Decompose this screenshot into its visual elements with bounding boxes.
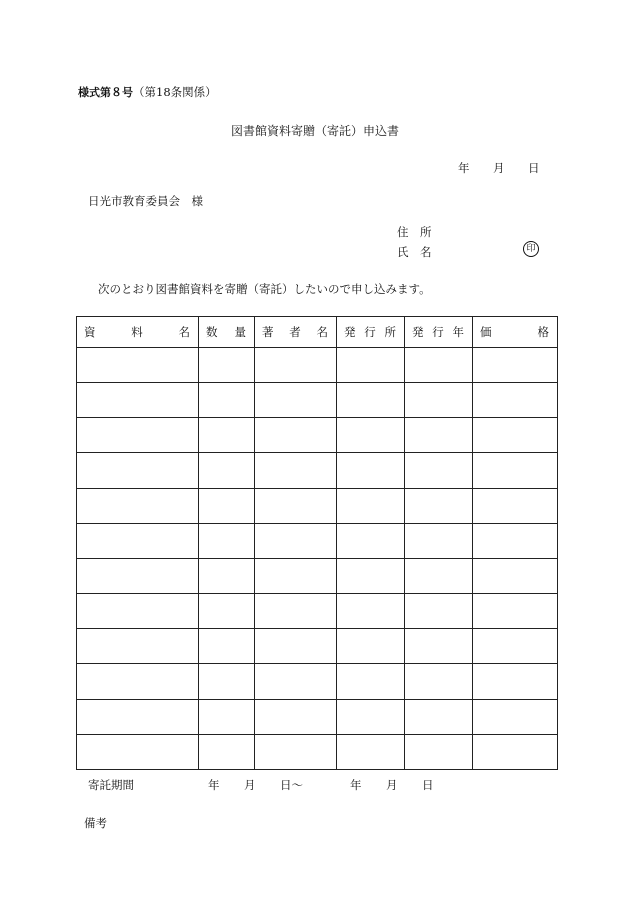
table-cell[interactable]: [77, 418, 199, 453]
table-row: [77, 383, 558, 418]
consignment-start-year: 年: [208, 778, 220, 792]
table-cell[interactable]: [473, 594, 558, 629]
table-row: [77, 699, 558, 734]
table-cell[interactable]: [337, 664, 405, 699]
table-cell[interactable]: [405, 699, 473, 734]
table-row: [77, 523, 558, 558]
column-header-char: 者: [289, 325, 301, 339]
table-cell[interactable]: [405, 453, 473, 488]
table-cell[interactable]: [405, 383, 473, 418]
column-header: [199, 317, 255, 348]
table-cell[interactable]: [77, 664, 199, 699]
form-number-reference: （第18条関係）: [133, 85, 217, 99]
table-cell[interactable]: [199, 699, 255, 734]
table-cell[interactable]: [473, 629, 558, 664]
column-header-char: 発: [412, 325, 424, 339]
table-cell[interactable]: [77, 558, 199, 593]
table-cell[interactable]: [77, 734, 199, 769]
table-cell[interactable]: [405, 734, 473, 769]
table-cell[interactable]: [77, 453, 199, 488]
table-cell[interactable]: [337, 383, 405, 418]
table-cell[interactable]: [255, 734, 337, 769]
table-cell[interactable]: [77, 629, 199, 664]
column-header-label: [473, 324, 557, 340]
table-cell[interactable]: [77, 383, 199, 418]
table-cell[interactable]: [405, 558, 473, 593]
consignment-start-day: 日～: [280, 778, 303, 792]
table-cell[interactable]: [473, 699, 558, 734]
column-header-char: 資: [84, 325, 96, 339]
table-row: [77, 594, 558, 629]
intro-text: 次のとおり図書館資料を寄贈（寄託）したいので申し込みます。: [98, 282, 431, 296]
column-header-char: 名: [178, 325, 190, 339]
table-cell[interactable]: [473, 523, 558, 558]
table-cell[interactable]: [77, 488, 199, 523]
materials-table: [76, 316, 558, 770]
table-cell[interactable]: [199, 629, 255, 664]
consignment-label: 寄託期間: [88, 778, 134, 792]
table-row: [77, 348, 558, 383]
table-cell[interactable]: [337, 699, 405, 734]
date-year-label: 年: [458, 161, 470, 175]
table-cell[interactable]: [77, 348, 199, 383]
table-cell[interactable]: [77, 594, 199, 629]
consignment-end-month: 月: [386, 778, 398, 792]
applicant-address-label: 住 所: [397, 225, 432, 239]
table-cell[interactable]: [255, 664, 337, 699]
table-row: [77, 664, 558, 699]
remarks-label: 備考: [84, 816, 107, 830]
form-number-label: 様式第８号: [78, 86, 133, 99]
table-cell[interactable]: [255, 383, 337, 418]
column-header-char: 価: [480, 325, 492, 339]
date-day-label: 日: [528, 161, 540, 175]
addressee: 日光市教育委員会 様: [88, 194, 203, 208]
table-row: [77, 488, 558, 523]
column-header: [255, 317, 337, 348]
form-number: [78, 84, 217, 100]
column-header-char: 発: [344, 325, 356, 339]
column-header: [337, 317, 405, 348]
table-cell[interactable]: [473, 453, 558, 488]
table-row: [77, 629, 558, 664]
table-cell[interactable]: [473, 383, 558, 418]
table-cell[interactable]: [337, 418, 405, 453]
applicant-name-label: 氏 名: [397, 245, 432, 259]
column-header-char: 所: [384, 325, 396, 339]
table-cell[interactable]: [199, 453, 255, 488]
column-header-label: [255, 324, 336, 340]
column-header-char: 量: [234, 325, 246, 339]
table-cell[interactable]: [255, 558, 337, 593]
column-header-char: 数: [206, 325, 218, 339]
column-header-label: [199, 324, 254, 340]
column-header-char: 行: [432, 325, 444, 339]
column-header: [77, 317, 199, 348]
table-cell[interactable]: [337, 488, 405, 523]
column-header-char: 年: [452, 325, 464, 339]
table-body: [77, 348, 558, 770]
table-cell[interactable]: [255, 453, 337, 488]
table-cell[interactable]: [337, 348, 405, 383]
table-cell[interactable]: [199, 348, 255, 383]
column-header-char: 著: [262, 325, 274, 339]
column-header-label: [405, 324, 472, 340]
table-cell[interactable]: [255, 348, 337, 383]
table-cell[interactable]: [405, 664, 473, 699]
table-row: [77, 558, 558, 593]
table-cell[interactable]: [199, 594, 255, 629]
table-cell[interactable]: [255, 523, 337, 558]
consignment-start-month: 月: [244, 778, 256, 792]
table-cell[interactable]: [473, 348, 558, 383]
table-cell[interactable]: [405, 523, 473, 558]
column-header-label: [337, 324, 404, 340]
column-header-char: 名: [316, 325, 328, 339]
table-cell[interactable]: [255, 699, 337, 734]
table-header-row: [77, 317, 558, 348]
column-header-label: [77, 324, 198, 340]
table-cell[interactable]: [255, 629, 337, 664]
table-cell[interactable]: [199, 664, 255, 699]
table-cell[interactable]: [255, 418, 337, 453]
table-cell[interactable]: [337, 629, 405, 664]
table-cell[interactable]: [77, 523, 199, 558]
table-cell[interactable]: [337, 594, 405, 629]
table-cell[interactable]: [199, 558, 255, 593]
table-cell[interactable]: [473, 488, 558, 523]
table-cell[interactable]: [405, 418, 473, 453]
table-cell[interactable]: [405, 348, 473, 383]
table-row: [77, 734, 558, 769]
document-title: 図書館資料寄贈（寄託）申込書: [230, 124, 399, 138]
table-cell[interactable]: [199, 418, 255, 453]
table-cell[interactable]: [405, 594, 473, 629]
date-month-label: 月: [493, 161, 505, 175]
table-cell[interactable]: [337, 523, 405, 558]
table-cell[interactable]: [405, 629, 473, 664]
table-cell[interactable]: [199, 523, 255, 558]
table-cell[interactable]: [255, 488, 337, 523]
seal-mark: 印: [523, 241, 539, 257]
table-cell[interactable]: [405, 488, 473, 523]
table-cell[interactable]: [473, 418, 558, 453]
column-header-char: 行: [364, 325, 376, 339]
column-header: [473, 317, 558, 348]
table-cell[interactable]: [77, 699, 199, 734]
consignment-end-day: 日: [422, 778, 434, 792]
table-cell[interactable]: [473, 734, 558, 769]
table-cell[interactable]: [337, 453, 405, 488]
table-row: [77, 418, 558, 453]
column-header-char: 料: [131, 325, 143, 339]
table-cell[interactable]: [473, 558, 558, 593]
column-header-char: 格: [537, 325, 549, 339]
table-cell[interactable]: [199, 488, 255, 523]
table-cell[interactable]: [337, 558, 405, 593]
column-header: [405, 317, 473, 348]
table-cell[interactable]: [473, 664, 558, 699]
table-cell[interactable]: [199, 734, 255, 769]
table-cell[interactable]: [255, 594, 337, 629]
table-cell[interactable]: [337, 734, 405, 769]
consignment-end-year: 年: [350, 778, 362, 792]
table-row: [77, 453, 558, 488]
table-cell[interactable]: [199, 383, 255, 418]
